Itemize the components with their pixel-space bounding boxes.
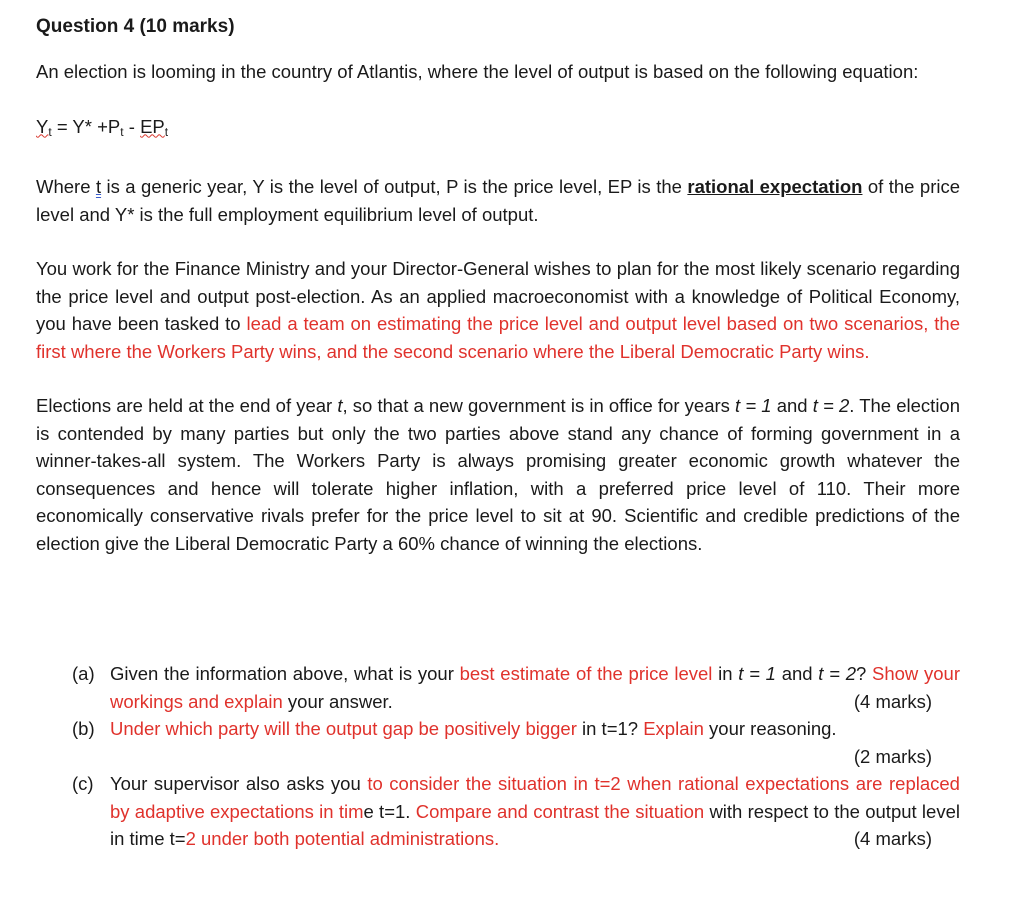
sub-question-list xyxy=(36,660,960,853)
intro-paragraph: An election is looming in the country of Atlantis, where the level of output is based on the following equation: xyxy=(36,61,919,82)
definitions-paragraph: Where t is a generic year, Y is the level of output, P is the price level, EP is the rational expectation of the price level and Y* is the full employment equilibrium level of output. xyxy=(36,176,961,225)
marks-badge: (2 marks) xyxy=(853,745,932,767)
task-paragraph: You work for the Finance Ministry and your Director-General wishes to plan for the most likely scenario regarding the price level and output post-election. As an applied macroeconomist with a knowledge of Political Economy, you have been tasked to lead a team on estimating the price level and output level based on two scenarios, the first where the Workers Party wins, and the second scenario where the Liberal Democratic Party wins. xyxy=(36,258,961,362)
task-highlight: lead a team on estimating the price level and output level based on two scenarios, the first where the Workers Party wins, and the second scenario where the Liberal Democratic Party wins. xyxy=(36,313,961,362)
sub-question-label: (b) xyxy=(72,718,95,739)
sub-question-label: (c) xyxy=(72,773,94,794)
sub-question-b: (b) Under which party will the output gap be positively bigger in t=1? Explain your reasoning. (2 marks) xyxy=(36,715,960,770)
sub-question-c: (c) Your supervisor also asks you to consider the situation in t=2 when rational expectations are replaced by adaptive expectations in time t=1. Compare and contrast the situation with respect to the output level in time t=2 under both potential administrations. (4 marks) xyxy=(36,770,960,853)
marks-badge: (4 marks) xyxy=(853,690,932,712)
sub-question-label: (a) xyxy=(72,663,95,684)
question-page xyxy=(36,12,960,557)
sub-question-a: (a) Given the information above, what is your best estimate of the price level in t = 1 and t = 2? Show your workings and explain your answer. (4 marks) xyxy=(36,660,960,715)
output-equation: $Y_t = Y* +P_t - EP_t$ xyxy=(36,115,169,139)
marks-badge: (4 marks) xyxy=(853,828,932,849)
election-paragraph: Elections are held at the end of year t, so that a new government is in office for years t = 1 and t = 2. The election is contended by many parties but only the two parties above stand any chance of forming government in a winner-takes-all system. The Workers Party is always promising greater economic growth whatever the consequences and hence will tolerate higher inflation, with a preferred price level of 110. Their more economically conservative rivals prefer for the price level to sit at 90. Scientific and credible predictions of the election give the Liberal Democratic Party a 60% chance of winning the elections. xyxy=(36,395,961,554)
rational-expectation-term: rational expectation xyxy=(687,176,863,197)
question-title: Question 4 (10 marks) xyxy=(36,16,235,37)
